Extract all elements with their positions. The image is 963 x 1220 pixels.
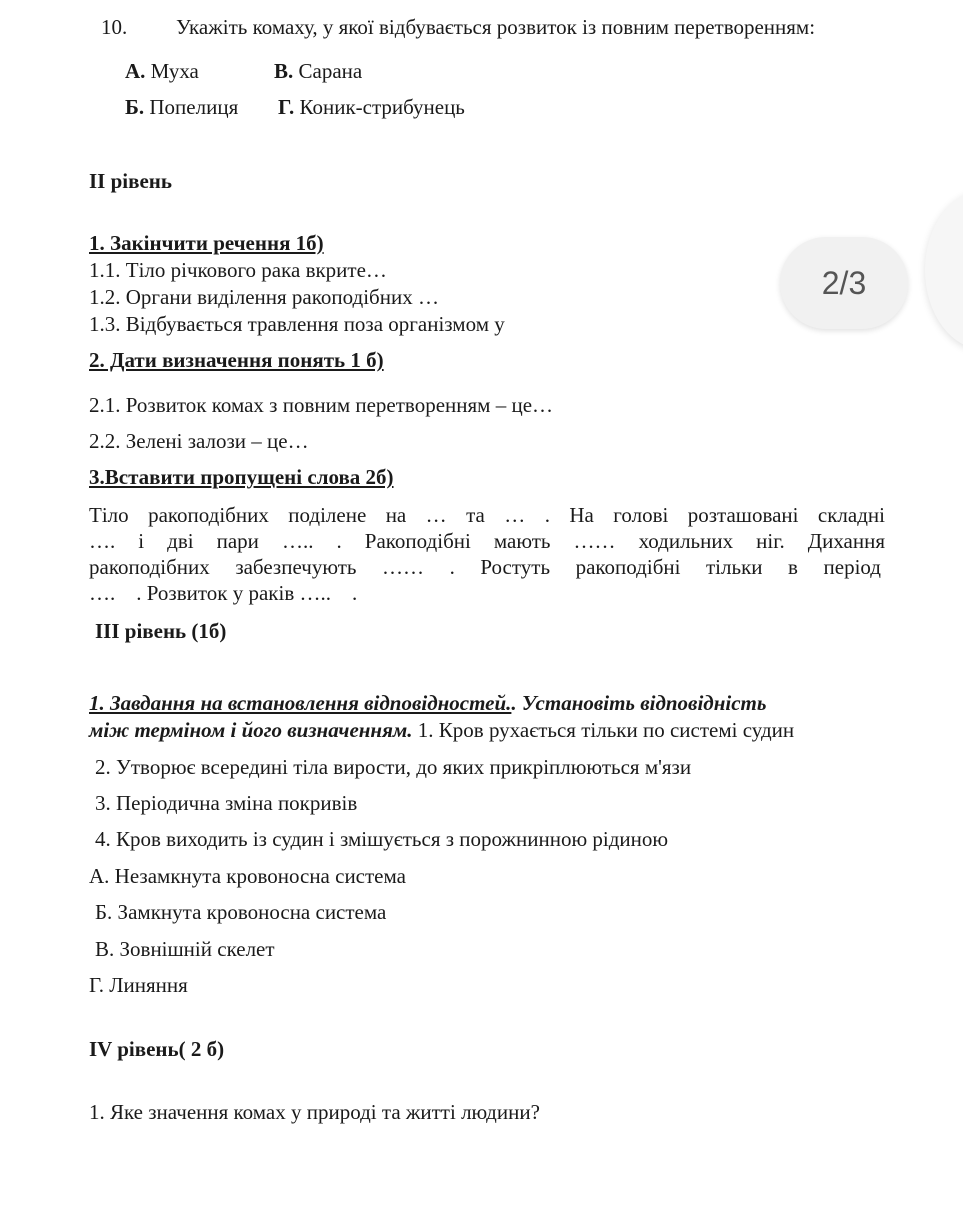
task-1-item-3: 1.3. Відбувається травлення поза організмом у	[89, 312, 505, 336]
matching-answer-g: Г. Линяння	[89, 973, 188, 997]
task-1-item-1: 1.1. Тіло річкового рака вкрите…	[89, 258, 387, 282]
side-scroll-button[interactable]	[925, 190, 963, 350]
page-top-edge	[140, 0, 340, 3]
task-1-title: 1. Закінчити речення 1б)	[89, 231, 324, 255]
task-2-title: 2. Дати визначення понять 1 б)	[89, 348, 384, 372]
option-b: Б. Попелиця	[125, 95, 239, 119]
option-v: В. Сарана	[274, 59, 363, 83]
task-2-item-2: 2.2. Зелені залози – це…	[89, 429, 309, 453]
level-4-title: IV рівень( 2 б)	[89, 1037, 225, 1061]
task-3-line-1: Тіло ракоподібних поділене на … та … . На голові розташовані складні	[89, 503, 885, 527]
matching-item-2: 2. Утворює всередині тіла вирости, до яких прикріплюються м'язи	[95, 755, 692, 779]
task-1-item-2: 1.2. Органи виділення ракоподібних …	[89, 285, 439, 309]
option-g: Г. Коник-стрибунець	[278, 95, 465, 119]
level-2-title: ІІ рівень	[89, 169, 172, 193]
matching-task-heading: 1. Завдання на встановлення відповідностей.. Установіть відповідність	[89, 691, 767, 715]
matching-answer-v: В. Зовнішній скелет	[95, 937, 275, 961]
matching-answer-a: А. Незамкнута кровоносна система	[89, 864, 406, 888]
matching-item-4: 4. Кров виходить із судин і змішується з порожнинною рідиною	[95, 827, 669, 851]
page-indicator: 2/3	[780, 237, 908, 329]
level-4-question: 1. Яке значення комах у природі та житті людини?	[89, 1100, 540, 1124]
question-10-number: 10.	[101, 15, 128, 39]
task-2-item-1: 2.1. Розвиток комах з повним перетворенням – це…	[89, 393, 554, 417]
task-3-line-4: …. . Розвиток у раків ….. .	[89, 581, 358, 605]
option-a: А. Муха	[125, 59, 199, 83]
matching-task-heading-line-2: між терміном і його визначенням. 1. Кров рухається тільки по системі судин	[89, 718, 795, 742]
matching-answer-b: Б. Замкнута кровоносна система	[95, 900, 387, 924]
level-3-title: ІІІ рівень (1б)	[95, 619, 227, 643]
task-3-line-2: …. і дві пари ….. . Ракоподібні мають …… ходильних ніг. Дихання	[89, 529, 885, 553]
task-3-title: 3.Вставити пропущені слова 2б)	[89, 465, 394, 489]
question-10-text: Укажіть комаху, у якої відбувається розвиток із повним перетворенням:	[176, 15, 816, 39]
task-3-line-3: ракоподібних забезпечують …… . Ростуть ракоподібні тільки в період	[89, 555, 881, 579]
matching-item-3: 3. Періодична зміна покривів	[95, 791, 358, 815]
